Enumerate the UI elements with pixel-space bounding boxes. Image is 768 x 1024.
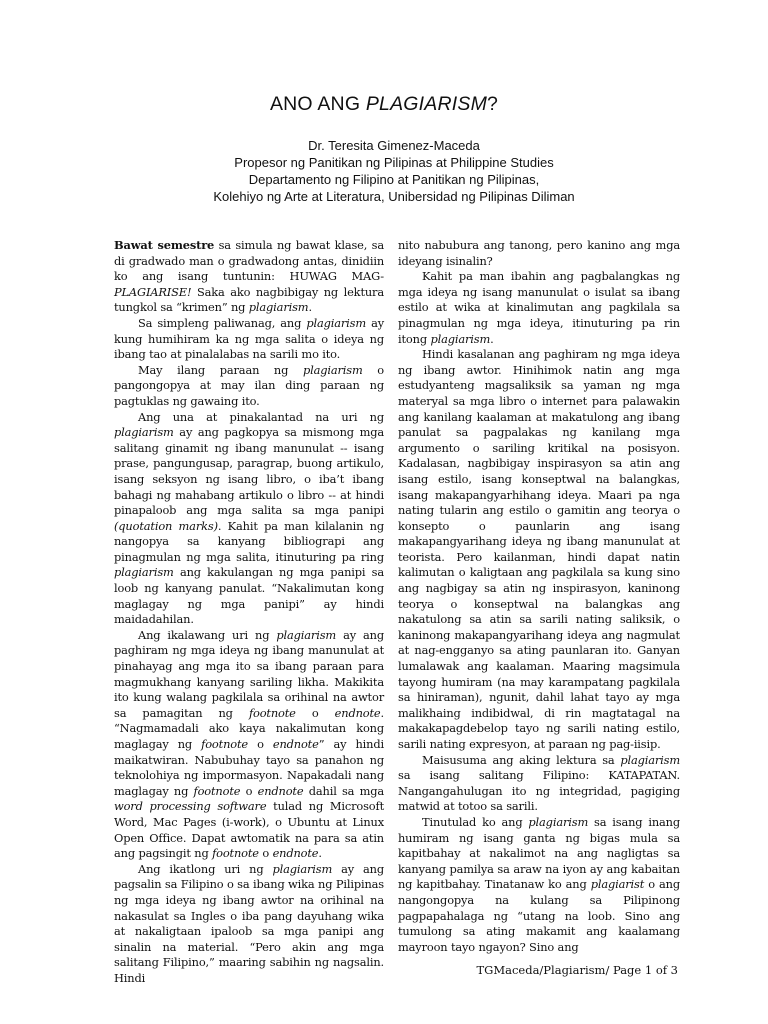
body-paragraph — [398, 238, 680, 269]
bold-text: Bawat semestre — [114, 238, 215, 252]
italic-text: endnote — [272, 737, 319, 751]
text-run: sa simula ng bawat klase, sa di gradwado man o gradwadong antas, dinidiin ko ang isang tuntunin: HUWAG MAG- — [114, 238, 384, 284]
author-department: Departamento ng Filipino at Panitikan ng Pilipinas, — [248, 172, 540, 187]
text-run: ” ay hindi maikatwiran. Nabubuhay tayo sa panahon ng teknolohiya ng impormasyon. Napakadali nang maglagay ng — [114, 737, 384, 798]
text-run: o — [258, 846, 273, 861]
text-run: . Kahit pa man kilalanin ng nangopya sa kanyang bibliograpi ang pinagmulan ng mga salita, itinuturing pa ring — [114, 518, 384, 564]
text-run: Ang una at pinakalantad na uri ng — [138, 409, 384, 424]
text-run: Kahit pa man ibahin ang pagbalangkas ng mga ideya ng isang manunulat o isulat sa ibang estilo at wika at kinalimutan ang pagkilala sa pinagmulan ng mga ideya, itinuturing pa rin itong — [398, 269, 680, 346]
italic-text: endnote — [257, 783, 304, 798]
text-run: ay ang pagkopya sa mismong mga salitang ginamit ng ibang manunulat -- isang prase, pangungusap, paragrap, buong artikulo, isang seksyon ng isang libro, o iba’t ibang bahagi ng mahabang artikulo o libro -- at hindi pinapaloob ang mga salita sa mga panipi — [114, 425, 384, 518]
text-run: sa isang salitang Filipino: KATAPATAN. Nangangahulugan ito ng integridad, pagiging matwid at totoo sa sarili. — [398, 768, 680, 814]
italic-text: footnote — [212, 846, 259, 861]
text-run: Ang ikatlong uri ng — [138, 861, 273, 876]
body-paragraph — [114, 410, 384, 628]
author-name: Dr. Teresita Gimenez-Maceda — [308, 138, 480, 153]
italic-text: plagiarism — [114, 425, 174, 440]
author-block — [0, 137, 768, 205]
italic-text: endnote — [334, 705, 381, 720]
text-run: . — [490, 331, 494, 346]
text-run: Maisusuma ang aking lektura sa — [422, 752, 621, 767]
italic-text: plagiarism — [272, 861, 333, 876]
text-run: o ang nangongopya na kulang sa Pilipinong pagpapahalaga ng “utang na loob. Sino ang tumulong sa ating makamit ang kaalamang mayroon tayo ngayon? Sino ang — [398, 877, 680, 954]
text-run: nito nabubura ang tanong, pero kanino ang mga ideyang isinalin? — [398, 238, 680, 268]
text-run: ang kakulangan ng mga panipi sa loob ng kanyang panulat. “Nakalimutan kong maglagay ng mga panipi” ay hindi maidadahilan. — [114, 565, 384, 627]
author-college: Kolehiyo ng Arte at Literatura, Unibersidad ng Pilipinas Diliman — [213, 189, 575, 204]
text-run: ay kung humihiram ka ng mga salita o ideya ng ibang tao at pinalalabas na sarili mo ito. — [114, 315, 384, 362]
text-run: sa isang inang humiram ng isang ganta ng bigas mula sa kapitbahay at nakalimot na ang nagligtas sa kanyang pamilya sa araw na iyon ay ang kabaitan ng kapitbahay. Tinatanaw ko ang — [398, 814, 680, 892]
text-run: . — [308, 300, 312, 315]
text-run: ay ang pagsalin sa Filipino o sa ibang wika ng Pilipinas ng mga ideya ng ibang awtor na orihinal na nakasulat sa Ingles o iba pang dayuhang wika at nakaligtaan ipaloob sa mga panipi ang sinalin na material. “Pero akin ang mga salitang Filipino,” maaring sabihin ng nagsalin. Hindi — [114, 861, 384, 985]
italic-text: footnote — [201, 737, 248, 751]
body-paragraph — [114, 862, 384, 987]
italic-text: endnote — [272, 846, 319, 861]
italic-text: plagiarism — [430, 331, 491, 346]
body-paragraph — [398, 347, 680, 752]
italic-text: plagiarism — [114, 565, 174, 580]
italic-text: footnote — [248, 705, 296, 720]
text-run: Hindi kasalanan ang paghiram ng mga ideya ng ibang awtor. Hinihimok natin ang mga estudyanteng magsaliksik sa yaman ng mga materyal sa mga libro o internet para palawakin ang kanilang kaalaman at makatulong ang ibang panulat sa pagpalakas ng kanilang mga argumento o sariling kritikal na posisyon. Kadalasan, nagbibigay inspirasyon sa atin ang isang estilo, isang konseptwal na balangkas, isang makapangyarhihang ideya. Maari pa nga nating tularin ang estilo o gamitin ang teorya o konsepto o paunlarin ang isang makapangyarihang ideya ng ibang manunulat at teorista. Pero kailanman, hindi dapat natin kalimutan o kaligtaan ang pagkilala sa kung sino ang nagbigay sa atin ng inspirasyon, kaninong teorya o konseptwal na balangkas ang nakatulong sa atin sa sarili nating saliksik, o kaninong makapangyarihang ideya ang nagmulat at nag-engganyo sa ating paunlaran ito. Ganyan lumalawak ang kaalaman. Maaring magsimula tayong humiram (na may karampatang pagkilala sa hiniraman), ngunit, dahil lahat tayo ay mga malikhaing indibidwal, di rin magtatagal na makakapagdebelop tayo ng sarili nating estilo, sarili nating expresyon, at paraan ng pag-iisip. — [398, 347, 680, 751]
left-column — [114, 238, 384, 987]
italic-text: plagiarism — [528, 814, 589, 829]
text-run: Sa simpleng paliwanag, ang — [138, 315, 307, 330]
text-run: Saka ako nagbibigay ng lektura tungkol sa “krimen” ng — [114, 284, 384, 315]
text-run: . “Nagmamadali ako kaya nakalimutan kong maglagay ng — [114, 705, 384, 751]
document-title — [0, 93, 768, 116]
body-paragraph — [114, 316, 384, 363]
italic-text: word processing software — [114, 799, 267, 814]
title-emphasis: PLAGIARISM — [365, 93, 488, 115]
text-run: . — [318, 846, 322, 861]
text-run: tulad ng Microsoft Word, Mac Pages (i-work), o Ubuntu at Linux Open Office. Dapat awtomatik na para sa atin ang pagsingit ng — [114, 799, 385, 861]
body-paragraph — [114, 238, 384, 316]
text-run: ay ang paghiram ng mga ideya ng ibang manunulat at pinahayag ang mga ito sa ibang paraan para magmukhang kanyang sariling likha. Makikita ito kung walang pagkilala sa orihinal na awtor sa pamagitan ng — [114, 627, 384, 720]
italic-text: plagiarism — [620, 752, 680, 767]
title-prefix: ANO ANG — [269, 93, 366, 115]
body-paragraph — [398, 753, 680, 815]
body-paragraph — [114, 628, 384, 862]
right-column — [398, 238, 680, 955]
italic-text: footnote — [193, 783, 241, 798]
text-run: o — [240, 783, 258, 798]
text-run: May ilang paraan ng — [138, 362, 303, 377]
text-run: dahil sa mga — [303, 783, 385, 798]
text-run: Tinutulad ko ang — [422, 814, 529, 829]
text-run: o pangongopya at may ilan ding paraan ng pagtuklas ng gawaing ito. — [114, 362, 384, 408]
body-paragraph — [398, 815, 680, 955]
italic-text: plagiarist — [590, 877, 645, 892]
author-position: Propesor ng Panitikan ng Pilipinas at Philippine Studies — [234, 155, 554, 170]
italic-text: plagiarism — [306, 315, 367, 330]
italic-text: plagiarism — [276, 627, 337, 642]
italic-text: PLAGIARISE! — [114, 284, 192, 299]
body-paragraph — [398, 269, 680, 347]
italic-text: (quotation marks) — [114, 518, 218, 533]
text-run: o — [295, 705, 335, 720]
italic-text: plagiarism — [302, 362, 363, 377]
text-run: o — [247, 737, 273, 751]
italic-text: plagiarism — [248, 300, 309, 315]
body-paragraph — [114, 363, 384, 410]
text-run: Ang ikalawang uri ng — [138, 627, 277, 642]
title-suffix: ? — [487, 93, 499, 115]
page-footer: TGMaceda/Plagiarism/ Page 1 of 3 — [476, 963, 678, 977]
